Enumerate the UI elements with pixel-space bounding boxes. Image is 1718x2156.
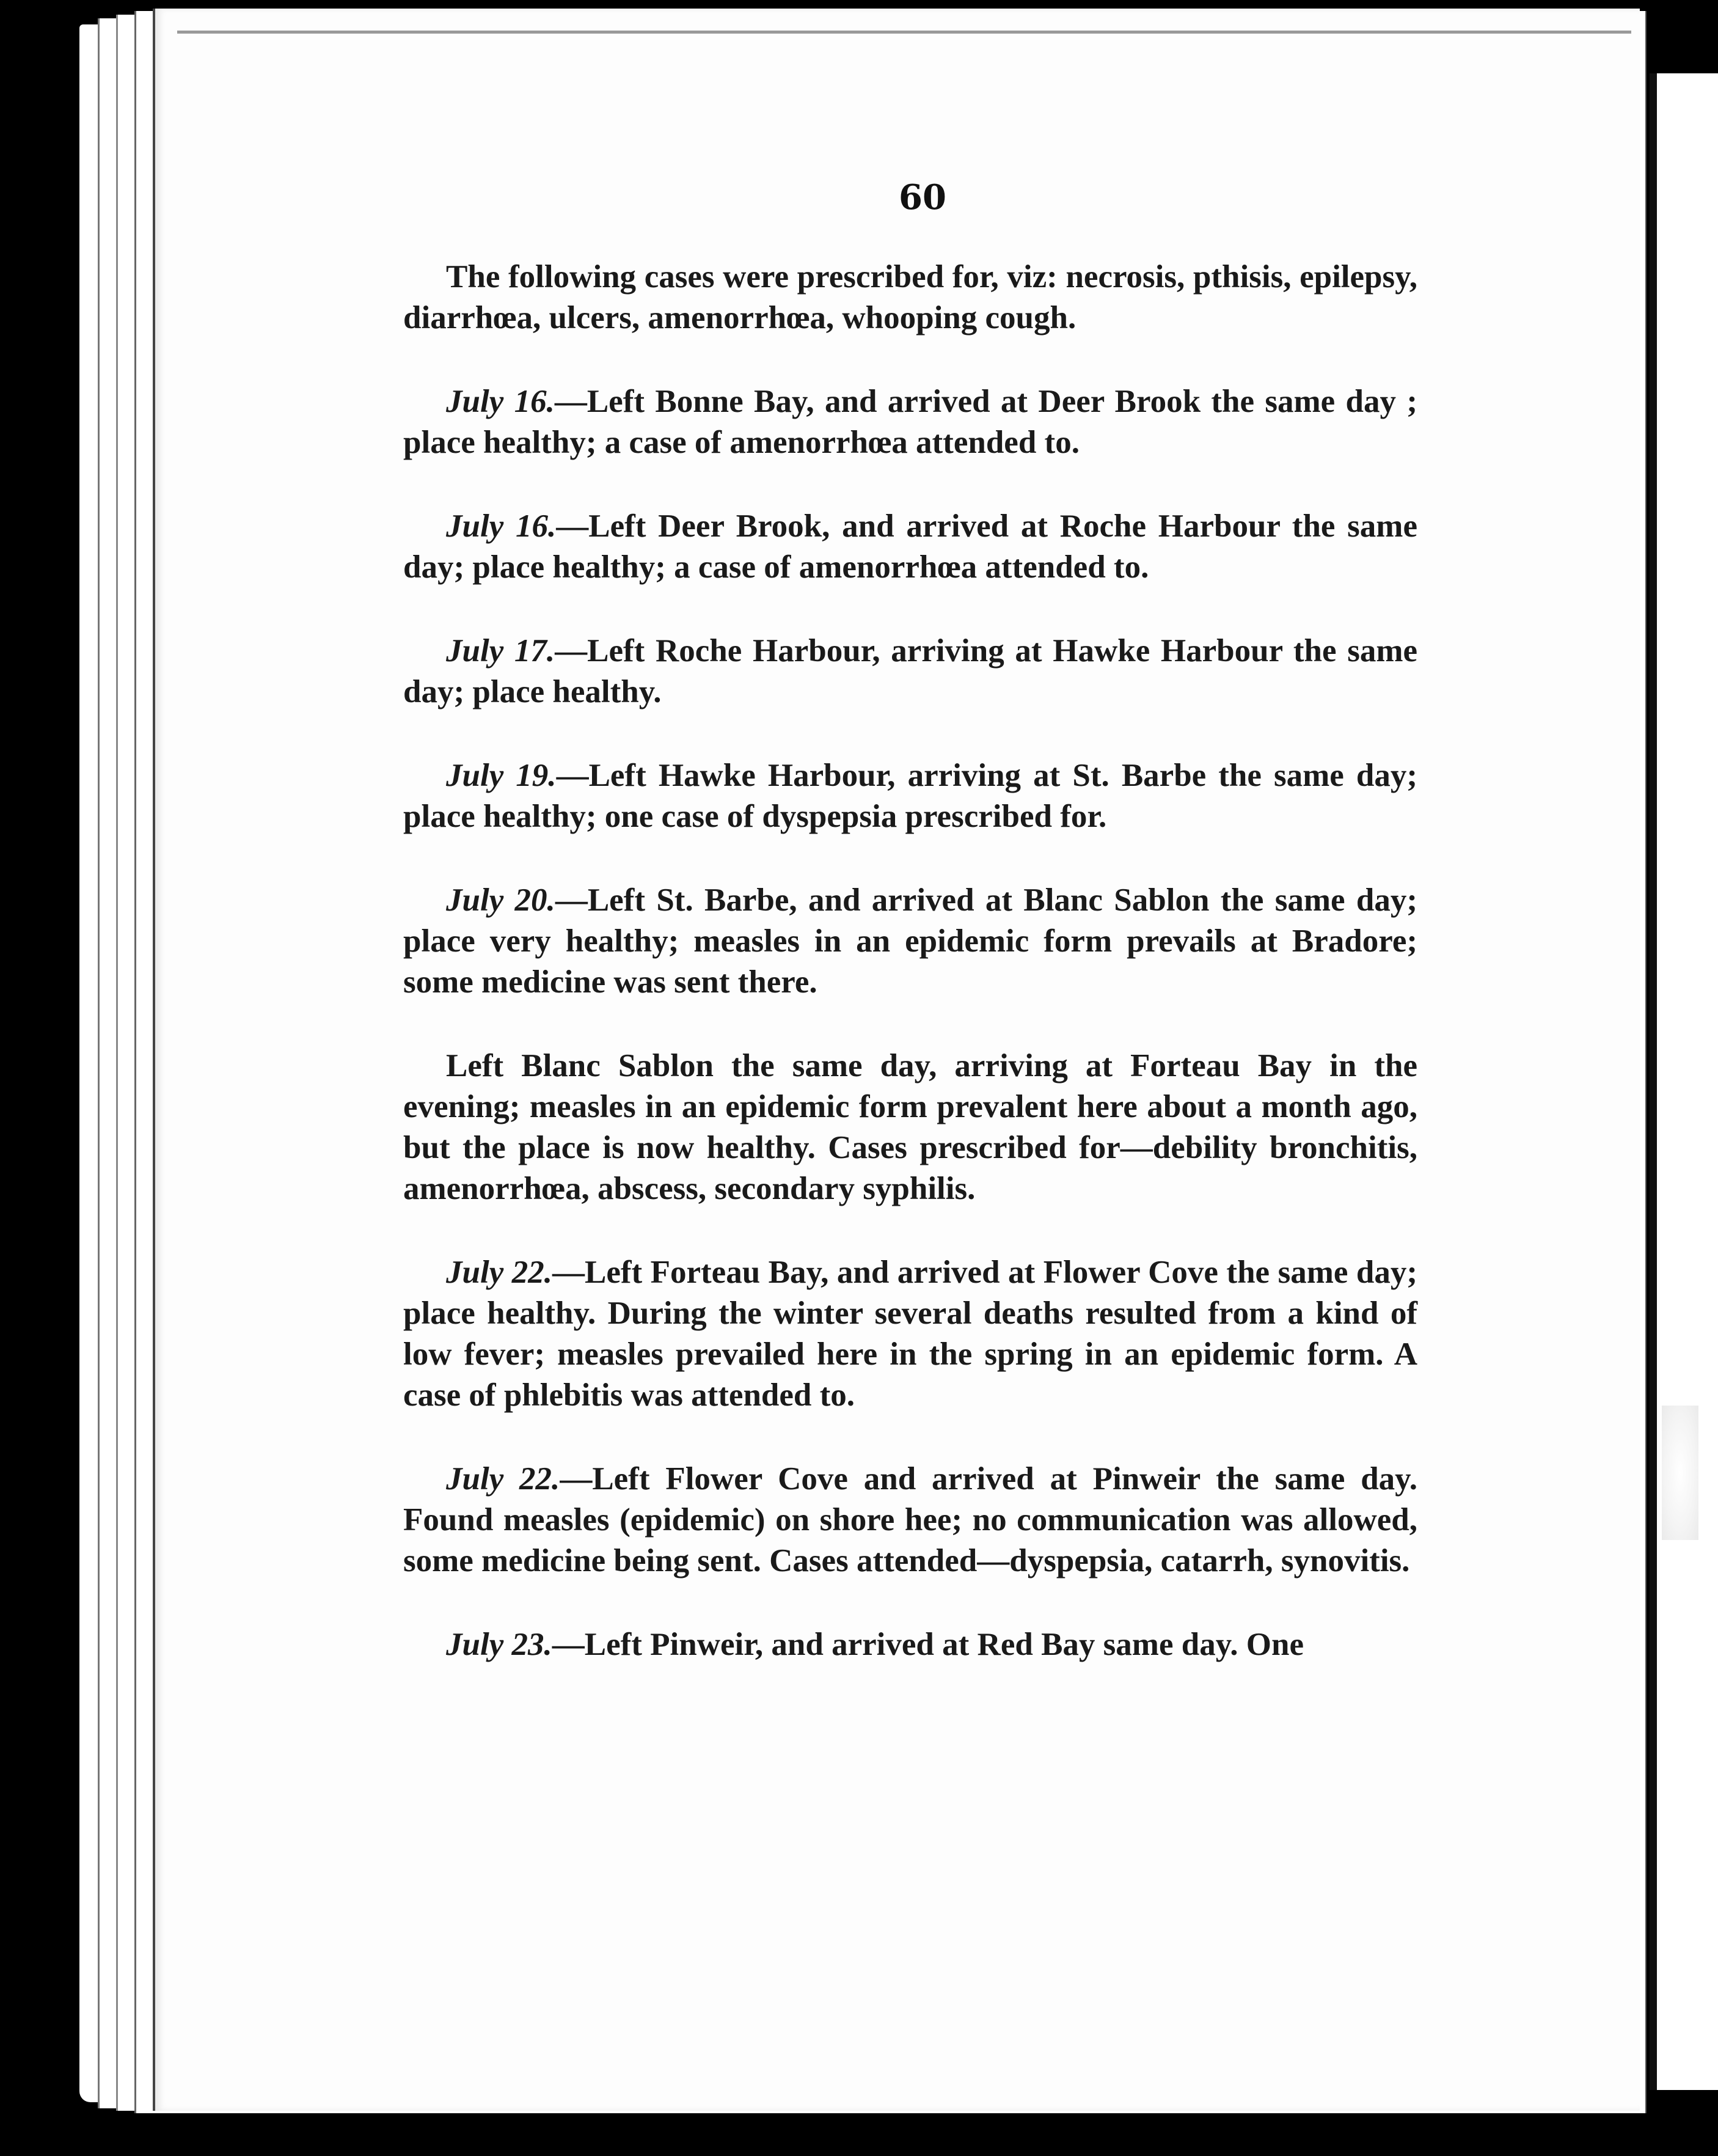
journal-entry (403, 880, 1417, 1003)
facing-page-glare (1662, 1406, 1698, 1540)
entry-date: July 20. (446, 882, 555, 918)
entry-text: —Left St. Barbe, and arrived at Blanc Sablon the same day; place very healthy; measles in an epidemic form prevails at Bradore; some medicine was sent there. (403, 882, 1417, 1000)
journal-entry (403, 381, 1417, 463)
entry-date: July 16. (446, 508, 557, 544)
entry-text: —Left Hawke Harbour, arriving at St. Barbe the same day; place healthy; one case of dyspepsia prescribed for. (403, 758, 1417, 834)
entry-date: July 16. (446, 384, 555, 419)
entry-text: —Left Bonne Bay, and arrived at Deer Brook the same day ; place healthy; a case of amenorrhœa attended to. (403, 384, 1417, 460)
facing-page-edge (1650, 73, 1718, 2090)
entry-text: Left Blanc Sablon the same day, arriving at Forteau Bay in the evening; measles in an epidemic form prevalent here about a month ago, but the place is now healthy. Cases prescribed for—debility bronchitis, amenorrhœa, abscess, secondary syphilis. (403, 1048, 1417, 1206)
entry-date: July 19. (446, 758, 557, 793)
entry-text: —Left Flower Cove and arrived at Pinweir the same day. Found measles (epidemic) on shore hee; no communication was allowed, some medicine being sent. Cases attended—dyspepsia, catarrh, synovitis. (403, 1461, 1417, 1579)
journal-entry (403, 755, 1417, 837)
entry-date: July 17. (446, 633, 555, 669)
page-top-edge (177, 31, 1631, 34)
intro-paragraph: The following cases were prescribed for, viz: necrosis, pthisis, epilepsy, diarrhœa, ulcers, amenorrhœa, whooping cough. (403, 259, 1417, 336)
journal-entry (403, 1252, 1417, 1416)
page-number: 60 (899, 177, 946, 218)
entry-text: —Left Deer Brook, and arrived at Roche Harbour the same day; place healthy; a case of amenorrhœa attended to. (403, 508, 1417, 585)
journal-entry (403, 506, 1417, 588)
entry-date: July 22. (446, 1255, 552, 1290)
journal-entry (403, 1624, 1417, 1665)
page-body (403, 257, 1417, 1708)
entry-text: —Left Pinweir, and arrived at Red Bay same day. One (552, 1627, 1304, 1662)
entry-text: —Left Forteau Bay, and arrived at Flower Cove the same day; place healthy. During the winter several deaths resulted from a kind of low fever; measles prevailed here in the spring in an epidemic form. A case of phlebitis was attended to. (403, 1255, 1417, 1413)
entry-date: July 23. (446, 1627, 552, 1662)
entry-text: —Left Roche Harbour, arriving at Hawke Harbour the same day; place healthy. (403, 633, 1417, 710)
journal-entry (403, 1046, 1417, 1209)
entry-date: July 22. (446, 1461, 560, 1497)
journal-entry (403, 1459, 1417, 1582)
journal-entry (403, 631, 1417, 713)
